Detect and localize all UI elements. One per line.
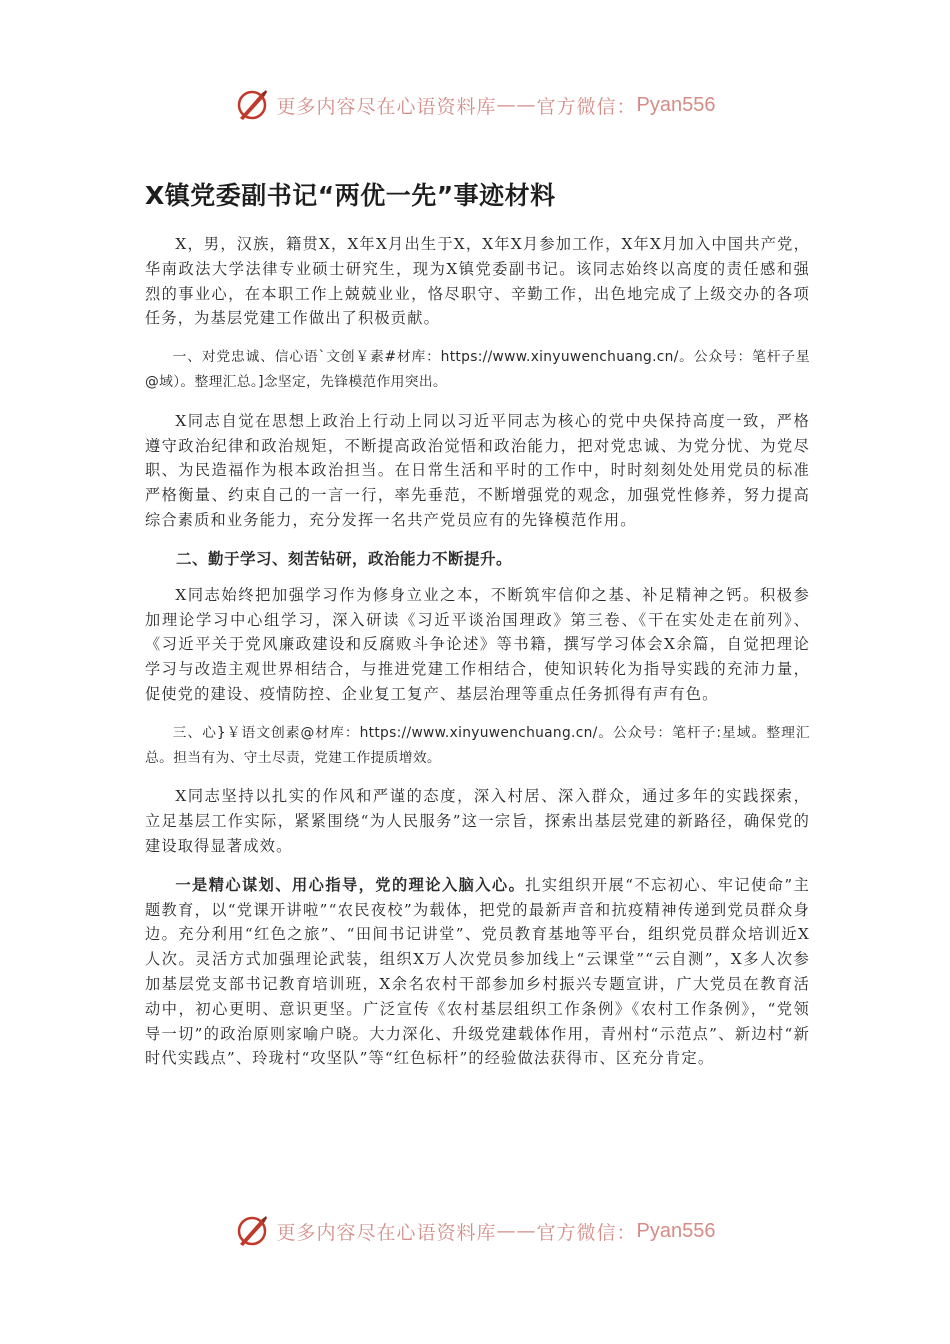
paragraph-study: X同志始终把加强学习作为修身立业之本，不断筑牢信仰之基、补足精神之钙。积极参加理论学习中心组学习，深入研读《习近平谈治国理政》第三卷、《干在实处走在前列》、《习近平关于党风廉政建设和反腐败斗争论述》等书籍，撰写学习体会X余篇，自觉把理论学习与改造主观世界相结合，与推进党建工作相结合，使知识转化为指导实践的充沛力量，促使党的建设、疫情防控、企业复工复产、基层治理等重点任务抓得有声有色。 (145, 585, 810, 703)
section-heading-1: 一、对党忠诚、信心语`文创￥素#材库：https://www.xinyuwenchuang.cn/。公众号：笔杆子星@域）。整理汇总。]念坚定，先锋模范作用突出。 (145, 349, 810, 390)
banner-main-text: 更多内容尽在心语资料库 (276, 1221, 497, 1244)
paragraph-practice: X同志坚持以扎实的作风和严谨的态度，深入村居、深入群众，通过多年的实践探索，立足基层工作实际，紧紧围绕“为人民服务”这一宗旨，探索出基层党建的新路径，确保党的建设取得显著成效。 (145, 787, 810, 855)
pen-logo-icon (235, 88, 269, 122)
header-banner (0, 80, 950, 130)
banner-main-text: 更多内容尽在心语资料库 (276, 95, 497, 118)
document-body (145, 176, 810, 1085)
banner-separator: —— (496, 1220, 537, 1242)
paragraph-loyalty: X同志自觉在思想上政治上行动上同以习近平同志为核心的党中央保持高度一致，严格遵守政治纪律和政治规矩，不断提高政治觉悟和政治能力，把对党忠诚、为党分忧、为党尽职、为民造福作为根本政治担当。在日常生活和平时的工作中，时时刻刻处处用党员的标准严格衡量、约束自己的一言一行，率先垂范，不断增强党的观念，加强党性修养，努力提高综合素质和业务能力，充分发挥一名共产党员应有的先锋模范作用。 (145, 411, 810, 529)
section-heading-3: 三、心}￥语文创素@材库：https://www.xinyuwenchuang.cn/。公众号：笔杆子:星域。整理汇总。担当有为、守土尽责，党建工作提质增效。 (145, 724, 810, 766)
paragraph-lead: 一是精心谋划、用心指导，党的理论入脑入心。 (175, 875, 526, 894)
section-heading-2: 二、勤于学习、刻苦钻研，政治能力不断提升。 (176, 549, 513, 568)
banner-wechat-label: 官方微信： (536, 1221, 637, 1244)
paragraph-theory-body: 扎实组织开展“不忘初心、牢记使命”主题教育，以“党课开讲啦”“农民夜校”为载体，把党的最新声音和抗疫精神传递到党员群众身边。充分利用“红色之旅”、“田间书记讲堂”、党员教育基地等平台，组织党员群众培训近X人次。灵活方式加强理论武装，组织X万人次党员参加线上“云课堂”“云自测”，X多人次参加基层党支部书记教育培训班，X余名农村干部参加乡村振兴专题宣讲，广大党员在教育活动中，初心更明、意识更坚。广泛宣传《农村基层组织工作条例》《农村工作条例》，“党领导一切”的政治原则家喻户晓。大力深化、升级党建载体作用，青州村“示范点”、新边村“新时代实践点”、玲珑村“攻坚队”等“红色标杆”的经验做法获得市、区充分肯定。 (145, 875, 810, 1068)
paragraph-theory (145, 873, 810, 1071)
banner-wechat-label: 官方微信： (536, 95, 637, 118)
banner-wechat-id: Pyan556 (636, 1219, 716, 1242)
pen-logo-icon (235, 1214, 269, 1248)
banner-separator: —— (496, 94, 537, 116)
footer-banner (0, 1206, 950, 1256)
paragraph-intro: X，男，汉族，籍贯X，X年X月出生于X，X年X月参加工作，X年X月加入中国共产党，华南政法大学法律专业硕士研究生，现为X镇党委副书记。该同志始终以高度的责任感和强烈的事业心，在本职工作上兢兢业业，恪尽职守、辛勤工作，出色地完成了上级交办的各项任务，为基层党建工作做出了积极贡献。 (145, 235, 810, 328)
banner-wechat-id: Pyan556 (636, 93, 716, 116)
document-title: X镇党委副书记“两优一先”事迹材料 (145, 181, 556, 210)
